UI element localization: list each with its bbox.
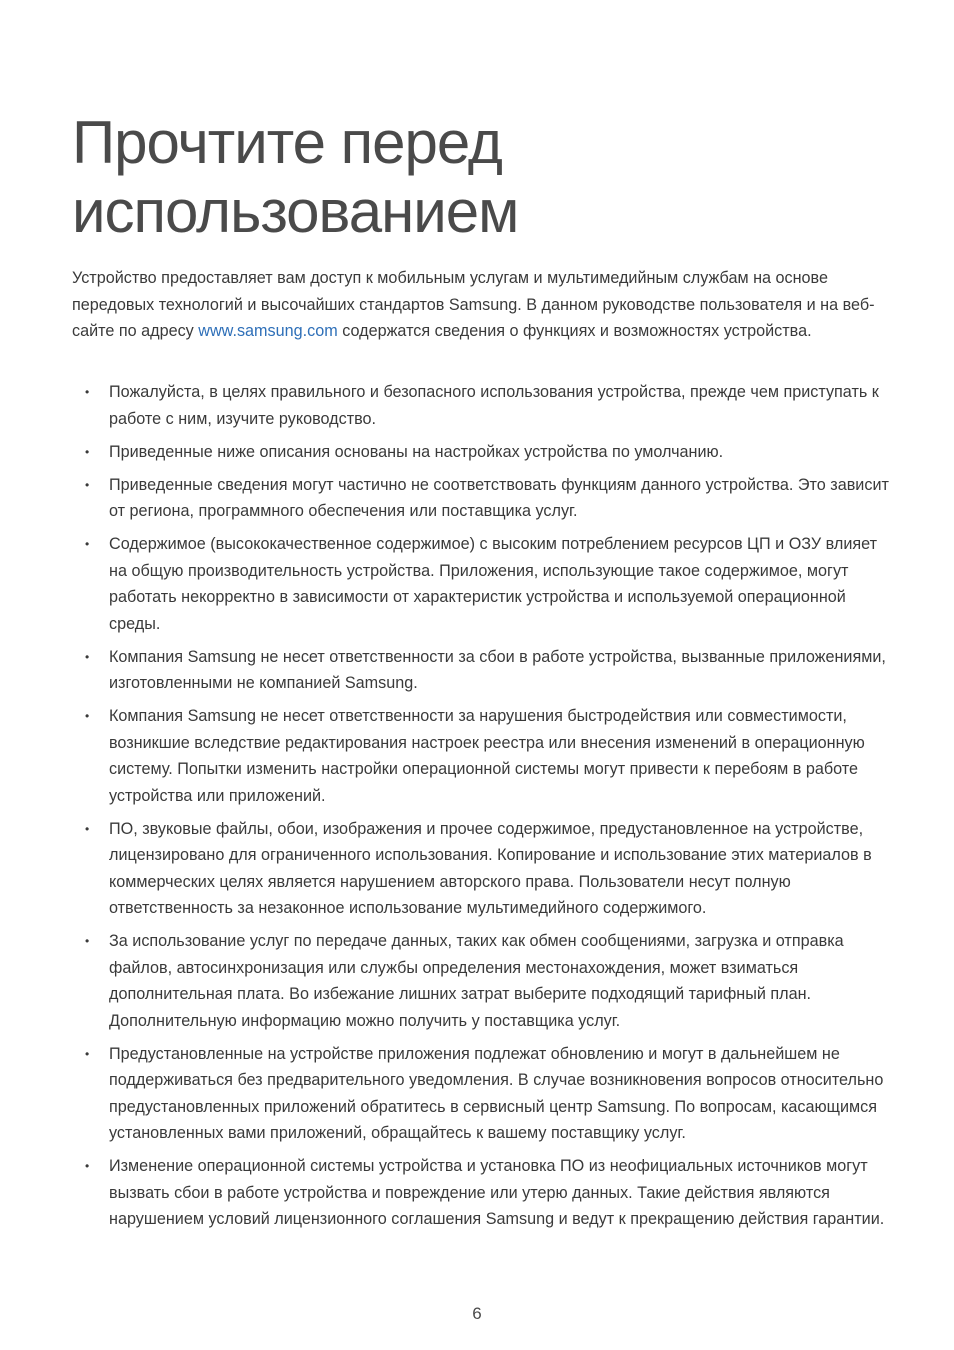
bullet-item [72,531,892,637]
intro-text-after-link: содержатся сведения о функциях и возможностях устройства. [337,322,812,340]
bullet-symbol: • [85,649,90,664]
bullet-symbol: • [85,934,90,948]
page-title: Прочтите перед использованием [72,109,519,245]
bullet-text: Компания Samsung не несет ответственности за сбои в работе устройства, вызванные приложениями, изготовленными не компанией Samsung. [109,647,886,692]
bullet-item [72,816,892,922]
bullet-symbol: • [85,537,90,551]
bullet-item [72,703,892,809]
bullet-text: Компания Samsung не несет ответственности за нарушения быстродействия или совместимости, возникшие вследствие редактирования настроек реестра или внесения изменений в операционную систему. Попытки изменить настройки операционной системы могут привести к перебоям в работе устройства или приложений. [109,707,865,805]
bullet-text: ПО, звуковые файлы, обои, изображения и прочее содержимое, предустановленное на устройстве, лицензировано для ограниченного использования. Копирование и использование этих материалов в коммерческих целях является нарушением авторского права. Пользователи несут полную ответственность за незаконное использование мультимедийного содержимого. [109,819,872,917]
bullet-symbol: • [85,385,90,399]
bullet-item [72,644,892,697]
bullet-symbol: • [85,821,90,836]
bullet-text: Содержимое (высококачественное содержимое) с высоким потреблением ресурсов ЦП и ОЗУ влияет на общую производительность устройства. Приложения, использующие такое содержимое, могут работать некорректно в зависимости от характеристик устройства и используемой операционной среды. [109,535,878,633]
bullet-symbol: • [85,709,90,723]
bullet-text: Пожалуйста, в целях правильного и безопасного использования устройства, прежде чем приступать к работе с ним, изучите руководство. [109,383,879,428]
bullet-item [72,1153,892,1233]
bullet-symbol: • [85,1046,90,1061]
bullet-text: За использование услуг по передаче данных, таких как обмен сообщениями, загрузка и отправка файлов, автосинхронизация или службы определения местонахождения, может взиматься дополнительная плата. Во избежание лишних затрат выберите подходящий тарифный план. Дополнительную информацию можно получить у поставщика услуг. [109,932,844,1030]
bullet-symbol: • [85,444,90,459]
bullet-item [72,1041,892,1147]
bullet-text: Приведенные ниже описания основаны на настройках устройства по умолчанию. [109,442,724,461]
bullet-symbol: • [85,1159,90,1173]
samsung-website-link[interactable]: www.samsung.com [198,322,338,340]
bullet-list [72,379,892,1239]
bullet-item [72,928,892,1034]
intro-text-before-link: Устройство предоставляет вам доступ к мобильным услугам и мультимедийным службам на основе передовых технологий и высочайших стандартов Samsung. В данном руководстве пользователя и на веб-сайте по адресу [72,269,875,340]
bullet-text: Предустановленные на устройстве приложения подлежат обновлению и могут в дальнейшем не поддерживаться без предварительного уведомления. В случае возникновения вопросов относительно предустановленных приложений обратитесь в сервисный центр Samsung. По вопросам, касающимся установленных вами приложений, обращайтесь к вашему поставщику услуг. [109,1044,884,1142]
bullet-item [72,472,892,525]
bullet-text: Изменение операционной системы устройства и установка ПО из неофициальных источников могут вызвать сбои в работе устройства и повреждение или утерю данных. Такие действия являются нарушением условий лицензионного соглашения Samsung и ведут к прекращению действия гарантии. [109,1157,885,1228]
page-number: 6 [472,1304,482,1323]
bullet-item [72,379,892,432]
intro-paragraph [72,265,892,345]
bullet-symbol: • [85,477,90,492]
bullet-item [72,439,892,466]
bullet-text: Приведенные сведения могут частично не соответствовать функциям данного устройства. Это зависит от региона, программного обеспечения или поставщика услуг. [109,475,889,520]
